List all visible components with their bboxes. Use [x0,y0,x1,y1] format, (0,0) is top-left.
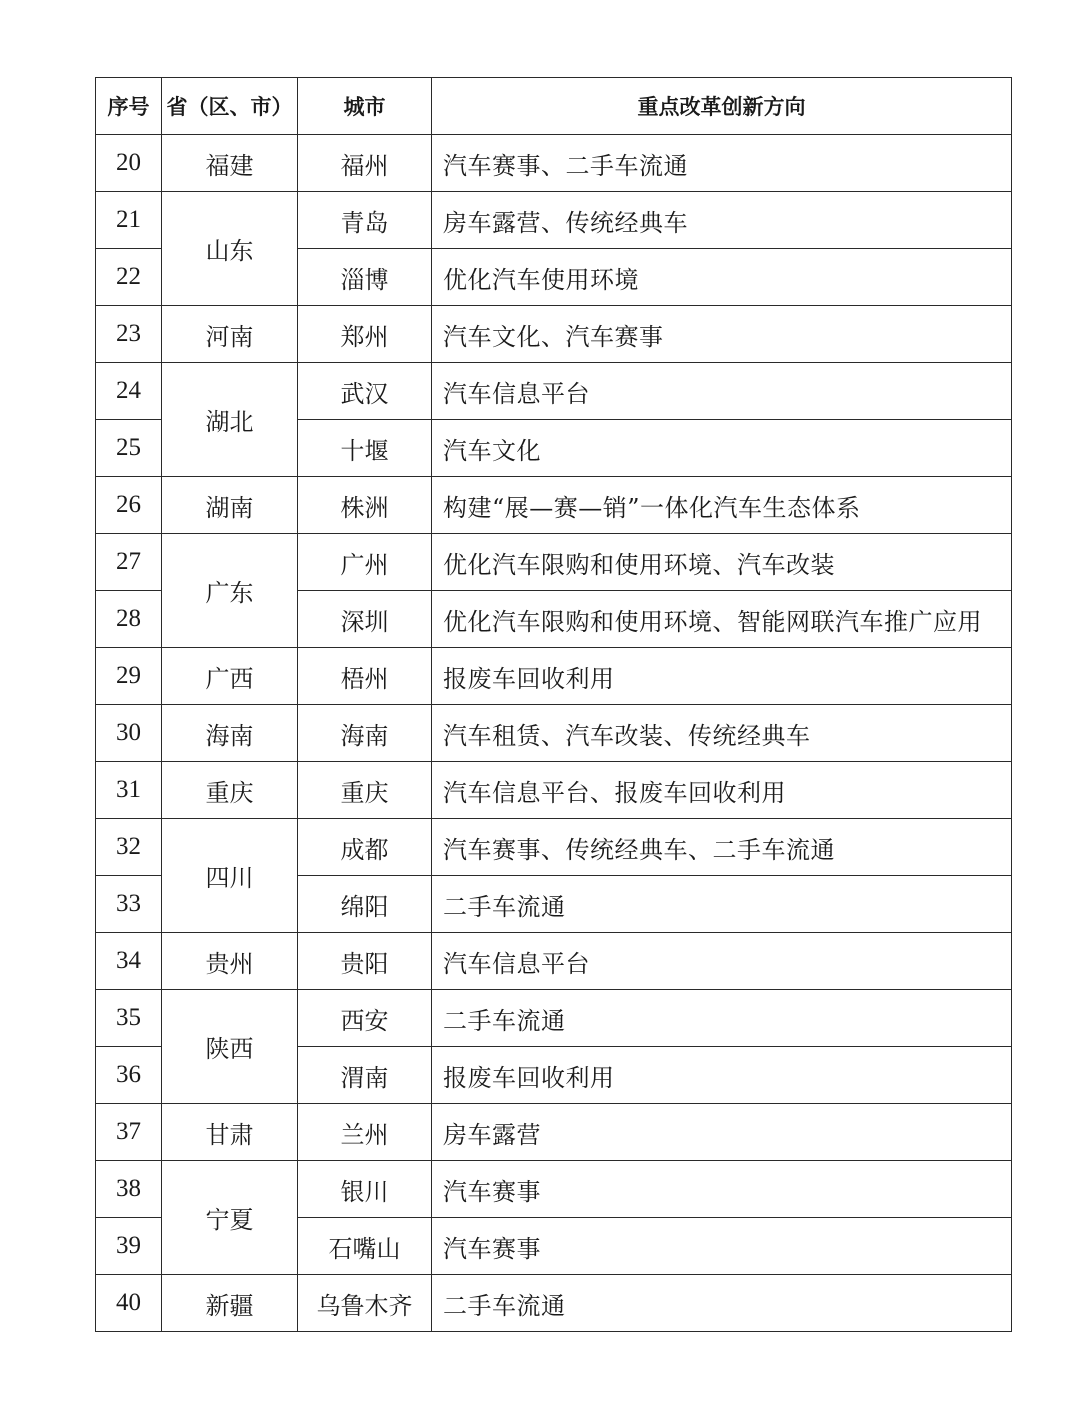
header-seq: 序号 [96,78,162,135]
cell-seq: 23 [96,306,162,363]
cell-direction: 优化汽车限购和使用环境、智能网联汽车推广应用 [432,591,1012,648]
cell-seq: 25 [96,420,162,477]
table-row [96,648,1012,705]
cell-province: 新疆 [162,1275,298,1332]
cell-direction: 房车露营 [432,1104,1012,1161]
table-body [96,135,1012,1332]
cell-seq: 31 [96,762,162,819]
cell-city: 西安 [298,990,432,1047]
table-row [96,192,1012,249]
cell-city: 十堰 [298,420,432,477]
cell-seq: 20 [96,135,162,192]
cell-direction: 构建“展—赛—销”一体化汽车生态体系 [432,477,1012,534]
cell-seq: 33 [96,876,162,933]
cell-direction: 二手车流通 [432,876,1012,933]
cell-seq: 27 [96,534,162,591]
table-row [96,990,1012,1047]
table-row [96,933,1012,990]
cell-direction: 二手车流通 [432,1275,1012,1332]
cell-seq: 28 [96,591,162,648]
table-header [96,78,1012,135]
cell-city: 福州 [298,135,432,192]
cell-province: 山东 [162,192,298,306]
cell-seq: 37 [96,1104,162,1161]
reform-direction-table [95,77,1012,1332]
table-row [96,762,1012,819]
cell-direction: 汽车赛事 [432,1218,1012,1275]
cell-province: 湖南 [162,477,298,534]
cell-seq: 24 [96,363,162,420]
cell-seq: 32 [96,819,162,876]
cell-direction: 报废车回收利用 [432,648,1012,705]
cell-city: 银川 [298,1161,432,1218]
cell-seq: 29 [96,648,162,705]
cell-direction: 汽车文化 [432,420,1012,477]
cell-city: 兰州 [298,1104,432,1161]
table-row [96,363,1012,420]
cell-province: 重庆 [162,762,298,819]
cell-direction: 报废车回收利用 [432,1047,1012,1104]
cell-city: 乌鲁木齐 [298,1275,432,1332]
cell-direction: 汽车文化、汽车赛事 [432,306,1012,363]
cell-city: 成都 [298,819,432,876]
cell-city: 贵阳 [298,933,432,990]
cell-province: 广东 [162,534,298,648]
cell-province: 四川 [162,819,298,933]
cell-direction: 汽车信息平台 [432,933,1012,990]
cell-direction: 二手车流通 [432,990,1012,1047]
cell-seq: 36 [96,1047,162,1104]
table-row [96,534,1012,591]
cell-province: 宁夏 [162,1161,298,1275]
cell-province: 贵州 [162,933,298,990]
cell-seq: 26 [96,477,162,534]
cell-direction: 优化汽车限购和使用环境、汽车改装 [432,534,1012,591]
table-row [96,1104,1012,1161]
cell-direction: 汽车信息平台、报废车回收利用 [432,762,1012,819]
cell-seq: 21 [96,192,162,249]
header-city: 城市 [298,78,432,135]
cell-province: 河南 [162,306,298,363]
cell-city: 海南 [298,705,432,762]
table-row [96,1161,1012,1218]
cell-city: 渭南 [298,1047,432,1104]
cell-seq: 39 [96,1218,162,1275]
cell-province: 海南 [162,705,298,762]
cell-province: 福建 [162,135,298,192]
cell-direction: 汽车赛事、二手车流通 [432,135,1012,192]
cell-seq: 22 [96,249,162,306]
table-row [96,306,1012,363]
cell-seq: 38 [96,1161,162,1218]
cell-seq: 34 [96,933,162,990]
cell-direction: 汽车租赁、汽车改装、传统经典车 [432,705,1012,762]
cell-direction: 汽车赛事 [432,1161,1012,1218]
cell-city: 深圳 [298,591,432,648]
header-direction: 重点改革创新方向 [432,78,1012,135]
cell-city: 株洲 [298,477,432,534]
table-row [96,135,1012,192]
cell-direction: 汽车赛事、传统经典车、二手车流通 [432,819,1012,876]
header-province: 省（区、市） [162,78,298,135]
cell-city: 郑州 [298,306,432,363]
cell-province: 湖北 [162,363,298,477]
cell-city: 淄博 [298,249,432,306]
header-row [96,78,1012,135]
cell-city: 广州 [298,534,432,591]
cell-direction: 汽车信息平台 [432,363,1012,420]
cell-province: 甘肃 [162,1104,298,1161]
cell-seq: 40 [96,1275,162,1332]
table-row [96,705,1012,762]
cell-seq: 30 [96,705,162,762]
cell-province: 广西 [162,648,298,705]
cell-province: 陕西 [162,990,298,1104]
cell-city: 石嘴山 [298,1218,432,1275]
cell-direction: 房车露营、传统经典车 [432,192,1012,249]
cell-city: 武汉 [298,363,432,420]
cell-city: 青岛 [298,192,432,249]
table-row [96,477,1012,534]
cell-seq: 35 [96,990,162,1047]
cell-direction: 优化汽车使用环境 [432,249,1012,306]
table-row [96,1275,1012,1332]
cell-city: 重庆 [298,762,432,819]
cell-city: 梧州 [298,648,432,705]
cell-city: 绵阳 [298,876,432,933]
table-row [96,819,1012,876]
